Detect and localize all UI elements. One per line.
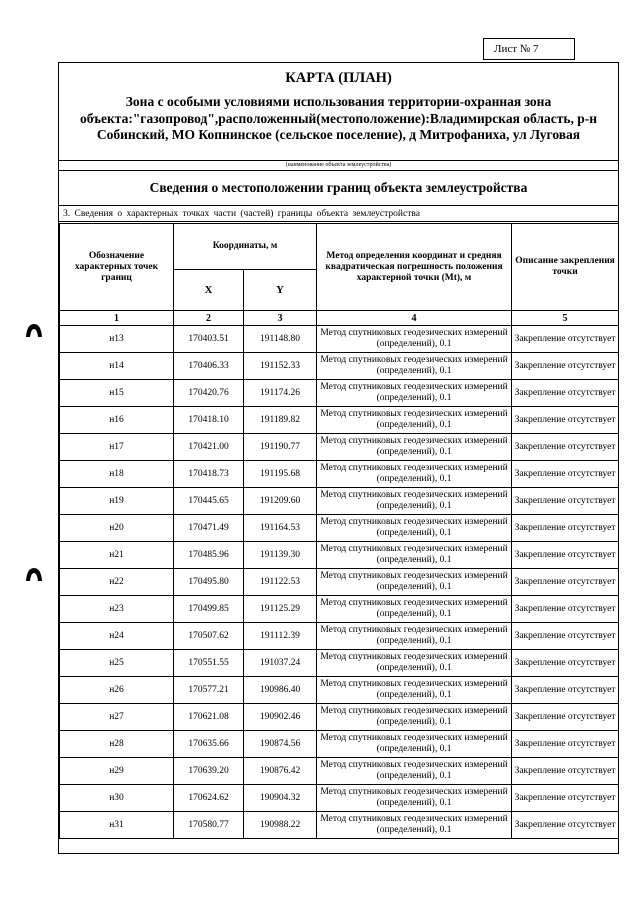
description-cell: Закрепление отсутствует (512, 515, 619, 542)
x-cell: 170499.85 (174, 596, 244, 623)
x-cell: 170406.33 (174, 353, 244, 380)
table-row (60, 812, 619, 839)
x-cell: 170507.62 (174, 623, 244, 650)
description-cell: Закрепление отсутствует (512, 650, 619, 677)
point-cell: н23 (60, 596, 174, 623)
y-cell: 191112.39 (244, 623, 317, 650)
table-row (60, 326, 619, 353)
table-row (60, 731, 619, 758)
header-method: Метод определения координат и средняя квадратическая погрешность положения характерной точки (Mt), м (317, 224, 512, 311)
point-cell: н30 (60, 785, 174, 812)
table-row (60, 596, 619, 623)
document-frame (58, 62, 619, 854)
column-number: 2 (174, 311, 244, 326)
method-cell: Метод спутниковых геодезических измерений (определений), 0.1 (317, 488, 512, 515)
binder-hole-bottom-icon (24, 566, 44, 582)
point-cell: н29 (60, 758, 174, 785)
column-number: 4 (317, 311, 512, 326)
table-row (60, 380, 619, 407)
method-cell: Метод спутниковых геодезических измерений (определений), 0.1 (317, 569, 512, 596)
description-cell: Закрепление отсутствует (512, 785, 619, 812)
x-cell: 170495.80 (174, 569, 244, 596)
table-row (60, 407, 619, 434)
y-cell: 191164.53 (244, 515, 317, 542)
y-cell: 190874.56 (244, 731, 317, 758)
description-cell: Закрепление отсутствует (512, 596, 619, 623)
method-cell: Метод спутниковых геодезических измерений (определений), 0.1 (317, 596, 512, 623)
method-cell: Метод спутниковых геодезических измерений (определений), 0.1 (317, 704, 512, 731)
y-cell: 191125.29 (244, 596, 317, 623)
x-cell: 170403.51 (174, 326, 244, 353)
description-cell: Закрепление отсутствует (512, 812, 619, 839)
x-cell: 170580.77 (174, 812, 244, 839)
sheet-number: Лист № 7 (483, 38, 575, 60)
header-y: Y (244, 270, 317, 311)
table-row (60, 542, 619, 569)
method-cell: Метод спутниковых геодезических измерений (определений), 0.1 (317, 353, 512, 380)
description-cell: Закрепление отсутствует (512, 380, 619, 407)
column-number: 1 (60, 311, 174, 326)
description-cell: Закрепление отсутствует (512, 461, 619, 488)
table-row (60, 677, 619, 704)
description-cell: Закрепление отсутствует (512, 623, 619, 650)
table-row (60, 515, 619, 542)
section-subtitle: 3. Сведения о характерных точках части (частей) границы объекта землеустройства (59, 206, 618, 222)
method-cell: Метод спутниковых геодезических измерений (определений), 0.1 (317, 623, 512, 650)
table-body (60, 326, 619, 839)
y-cell: 190986.40 (244, 677, 317, 704)
method-cell: Метод спутниковых геодезических измерений (определений), 0.1 (317, 461, 512, 488)
x-cell: 170485.96 (174, 542, 244, 569)
x-cell: 170418.10 (174, 407, 244, 434)
binder-hole-top-icon (24, 322, 44, 338)
x-cell: 170621.08 (174, 704, 244, 731)
x-cell: 170445.65 (174, 488, 244, 515)
description-cell: Закрепление отсутствует (512, 731, 619, 758)
point-cell: н31 (60, 812, 174, 839)
y-cell: 190904.32 (244, 785, 317, 812)
object-name-caption: (наименование объекта землеустройства) (59, 160, 618, 171)
y-cell: 191209.60 (244, 488, 317, 515)
description-cell: Закрепление отсутствует (512, 407, 619, 434)
x-cell: 170639.20 (174, 758, 244, 785)
y-cell: 190988.22 (244, 812, 317, 839)
x-cell: 170421.00 (174, 434, 244, 461)
table-row (60, 650, 619, 677)
method-cell: Метод спутниковых геодезических измерений (определений), 0.1 (317, 407, 512, 434)
header-designation: Обозначение характерных точек границ (60, 224, 174, 311)
description-cell: Закрепление отсутствует (512, 434, 619, 461)
description-cell: Закрепление отсутствует (512, 569, 619, 596)
header-description: Описание закрепления точки (512, 224, 619, 311)
point-cell: н21 (60, 542, 174, 569)
y-cell: 190902.46 (244, 704, 317, 731)
method-cell: Метод спутниковых геодезических измерений (определений), 0.1 (317, 758, 512, 785)
table-row (60, 461, 619, 488)
method-cell: Метод спутниковых геодезических измерений (определений), 0.1 (317, 812, 512, 839)
y-cell: 190876.42 (244, 758, 317, 785)
column-number: 5 (512, 311, 619, 326)
coordinates-table (59, 223, 619, 839)
point-cell: н14 (60, 353, 174, 380)
point-cell: н26 (60, 677, 174, 704)
table-row (60, 704, 619, 731)
description-cell: Закрепление отсутствует (512, 353, 619, 380)
description-cell: Закрепление отсутствует (512, 542, 619, 569)
header-coordinates: Координаты, м (174, 224, 317, 270)
y-cell: 191190.77 (244, 434, 317, 461)
table-row (60, 758, 619, 785)
y-cell: 191174.26 (244, 380, 317, 407)
description-cell: Закрепление отсутствует (512, 326, 619, 353)
column-number: 3 (244, 311, 317, 326)
point-cell: н24 (60, 623, 174, 650)
table-row (60, 623, 619, 650)
y-cell: 191152.33 (244, 353, 317, 380)
y-cell: 191139.30 (244, 542, 317, 569)
point-cell: н17 (60, 434, 174, 461)
description-cell: Закрепление отсутствует (512, 704, 619, 731)
method-cell: Метод спутниковых геодезических измерений (определений), 0.1 (317, 542, 512, 569)
y-cell: 191195.68 (244, 461, 317, 488)
point-cell: н13 (60, 326, 174, 353)
y-cell: 191189.82 (244, 407, 317, 434)
method-cell: Метод спутниковых геодезических измерений (определений), 0.1 (317, 515, 512, 542)
table-row (60, 434, 619, 461)
x-cell: 170420.76 (174, 380, 244, 407)
table-row (60, 353, 619, 380)
title-area (59, 63, 618, 160)
x-cell: 170551.55 (174, 650, 244, 677)
point-cell: н22 (60, 569, 174, 596)
method-cell: Метод спутниковых геодезических измерений (определений), 0.1 (317, 326, 512, 353)
x-cell: 170418.73 (174, 461, 244, 488)
object-name: Зона с особыми условиями использования территории-охранная зона объекта:"газопровод",расположенный(местоположение):Владимирская область, р-н Собинский, МО Копнинское (сельское поселение), д Митрофаниха, ул Луговая (79, 94, 598, 142)
point-cell: н25 (60, 650, 174, 677)
x-cell: 170471.49 (174, 515, 244, 542)
point-cell: н15 (60, 380, 174, 407)
description-cell: Закрепление отсутствует (512, 677, 619, 704)
point-cell: н19 (60, 488, 174, 515)
y-cell: 191148.80 (244, 326, 317, 353)
y-cell: 191037.24 (244, 650, 317, 677)
x-cell: 170635.66 (174, 731, 244, 758)
method-cell: Метод спутниковых геодезических измерений (определений), 0.1 (317, 785, 512, 812)
method-cell: Метод спутниковых геодезических измерений (определений), 0.1 (317, 434, 512, 461)
method-cell: Метод спутниковых геодезических измерений (определений), 0.1 (317, 650, 512, 677)
table-row (60, 785, 619, 812)
x-cell: 170577.21 (174, 677, 244, 704)
point-cell: н27 (60, 704, 174, 731)
section-title: Сведения о местоположении границ объекта землеустройства (59, 171, 618, 206)
description-cell: Закрепление отсутствует (512, 488, 619, 515)
point-cell: н28 (60, 731, 174, 758)
method-cell: Метод спутниковых геодезических измерений (определений), 0.1 (317, 677, 512, 704)
table-row (60, 569, 619, 596)
method-cell: Метод спутниковых геодезических измерений (определений), 0.1 (317, 380, 512, 407)
method-cell: Метод спутниковых геодезических измерений (определений), 0.1 (317, 731, 512, 758)
point-cell: н20 (60, 515, 174, 542)
point-cell: н18 (60, 461, 174, 488)
x-cell: 170624.62 (174, 785, 244, 812)
point-cell: н16 (60, 407, 174, 434)
map-title: КАРТА (ПЛАН) (285, 70, 392, 86)
y-cell: 191122.53 (244, 569, 317, 596)
table-row (60, 488, 619, 515)
description-cell: Закрепление отсутствует (512, 758, 619, 785)
header-x: X (174, 270, 244, 311)
